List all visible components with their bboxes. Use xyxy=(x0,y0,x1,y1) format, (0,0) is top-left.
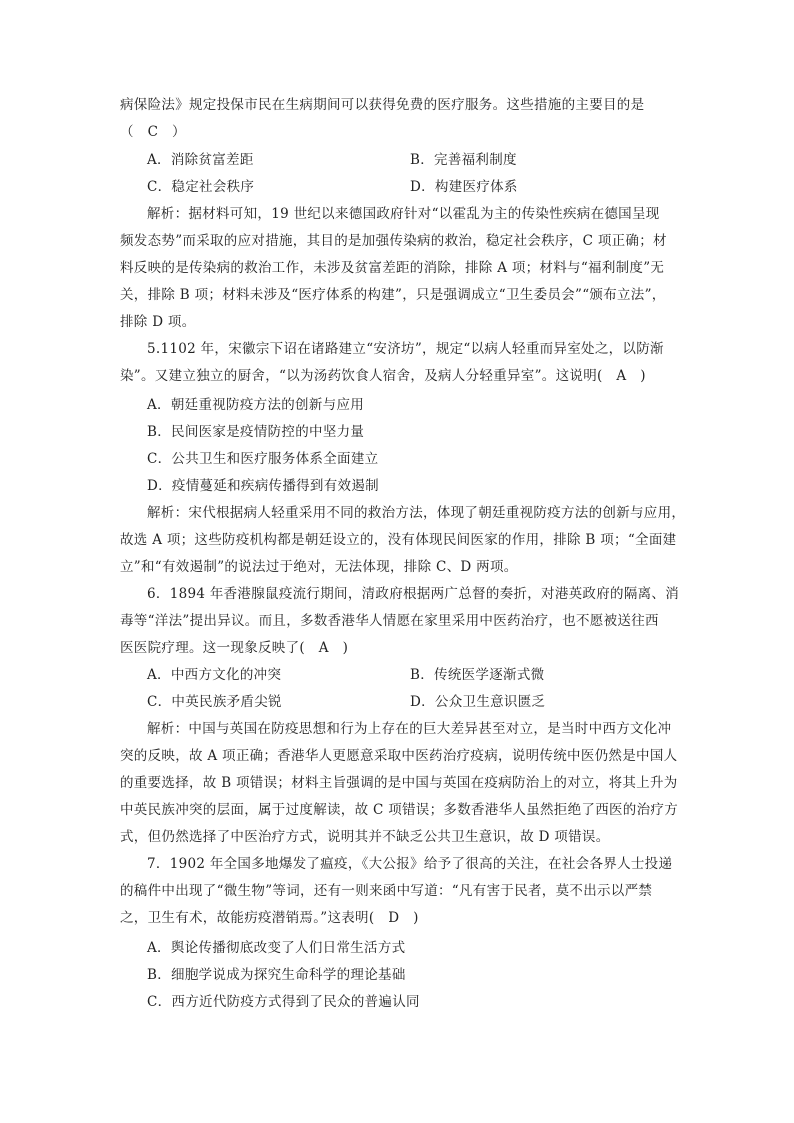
analysis-line: 料反映的是传染病的救治工作，未涉及贫富差距的消除，排除 A 项；材料与“福利制度”无 xyxy=(120,260,665,276)
analysis-line: 解析：据材料可知，19 世纪以来德国政府针对“以霍乱为主的传染性疾病在德国呈现 xyxy=(147,206,660,222)
option-b: B．传统医学逐渐式微 xyxy=(410,667,545,683)
question-6: 6．1894 年香港腺鼠疫流行期间，清政府根据两广总督的奏折，对港英政府的隔离、消 xyxy=(147,586,680,602)
question-5: 5.1102 年，宋徽宗下诏在诸路建立“安济坊”，规定“以病人轻重而异室处之，以防渐 xyxy=(147,341,664,357)
option-c: C．公共卫生和医疗服务体系全面建立 xyxy=(147,451,379,467)
option-a: A．消除贫富差距 xyxy=(147,152,254,168)
question-5: 染”。又建立独立的厨舍，“以为汤药饮食人宿舍，及病人分轻重异室”。这说明( A ) xyxy=(120,368,646,384)
analysis-line: 突的反映，故 A 项正确；香港华人更愿意采取中医药治疗疫病，说明传统中医仍然是中国人 xyxy=(120,748,678,764)
question-7: 之，卫生有术，故能疠疫潜销焉。”这表明( D ) xyxy=(120,910,419,926)
analysis-line: 故选 A 项；这些防疫机构都是朝廷设立的，没有体现民间医家的作用，排除 B 项；“全面建 xyxy=(120,532,677,548)
text-line: 病保险法》规定投保市民在生病期间可以获得免费的医疗服务。这些措施的主要目的是 xyxy=(120,97,645,113)
analysis-line: 频发态势”而采取的应对措施，其目的是加强传染病的救治，稳定社会秩序，C 项正确；材 xyxy=(120,233,667,249)
option-a: A．舆论传播彻底改变了人们日常生活方式 xyxy=(147,940,406,956)
question-7: 的稿件中出现了“微生物”等词，还有一则来函中写道：“凡有害于民者，莫不出示以严禁 xyxy=(120,883,653,899)
option-b: B．完善福利制度 xyxy=(410,152,517,168)
analysis-line: 解析：宋代根据病人轻重采用不同的救治方法，体现了朝廷重视防疫方法的创新与应用， xyxy=(147,505,686,521)
option-b: B．细胞学说成为探究生命科学的理论基础 xyxy=(147,967,406,983)
question-7: 7．1902 年全国多地爆发了瘟疫，《大公报》给予了很高的关注，在社会各界人士投递 xyxy=(147,856,673,872)
option-c: C．中英民族矛盾尖锐 xyxy=(147,694,282,710)
option-d: D．公众卫生意识匮乏 xyxy=(410,694,546,710)
option-d: D．疫情蔓延和疾病传播得到有效遏制 xyxy=(147,478,379,494)
option-a: A．朝廷重视防疫方法的创新与应用 xyxy=(147,397,365,413)
question-6: 医医院疗理。这一现象反映了( A ) xyxy=(120,640,349,656)
analysis-line: 解析：中国与英国在防疫思想和行为上存在的巨大差异甚至对立，是当时中西方文化冲 xyxy=(147,721,672,737)
analysis-line: 排除 D 项。 xyxy=(120,314,196,330)
option-d: D．构建医疗体系 xyxy=(410,179,518,195)
answer-line: （ C ） xyxy=(120,124,186,140)
analysis-line: 式，但仍然选择了中医治疗方式，说明其并不缺乏公共卫生意识，故 D 项错误。 xyxy=(120,829,610,845)
option-b: B．民间医家是疫情防控的中坚力量 xyxy=(147,424,365,440)
analysis-line: 立”和“有效遏制”的说法过于绝对，无法体现，排除 C、D 两项。 xyxy=(120,559,518,575)
option-c: C．稳定社会秩序 xyxy=(147,179,255,195)
option-a: A．中西方文化的冲突 xyxy=(147,667,282,683)
analysis-line: 中英民族冲突的层面，属于过度解读，故 C 项错误；多数香港华人虽然拒绝了西医的治疗方 xyxy=(120,802,679,818)
question-6: 毒等“洋法”提出异议。而且，多数香港华人情愿在家里采用中医药治疗，也不愿被送往西 xyxy=(120,613,659,629)
analysis-line: 的重要选择，故 B 项错误；材料主旨强调的是中国与英国在疫病防治上的对立，将其上升为 xyxy=(120,775,678,791)
analysis-line: 关，排除 B 项；材料未涉及“医疗体系的构建”，只是强调成立“卫生委员会”“颁布立法”， xyxy=(120,287,666,303)
option-c: C．西方近代防疫方式得到了民众的普遍认同 xyxy=(147,994,420,1010)
